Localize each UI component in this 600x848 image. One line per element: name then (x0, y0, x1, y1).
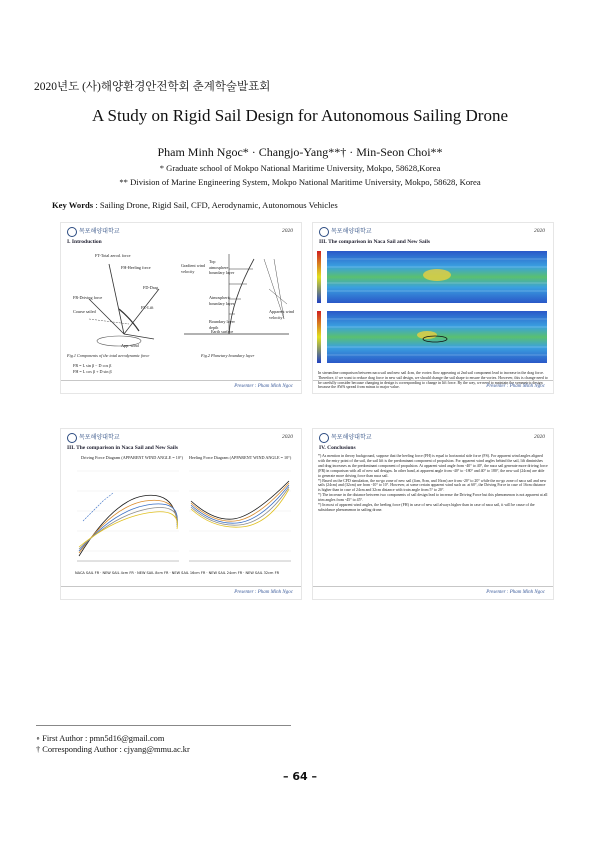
slide-heading: III. The comparison in Naca Sail and New Sails (319, 239, 430, 245)
force-label: App. wind (121, 343, 139, 348)
force-label: FR-Driving force (73, 295, 103, 300)
conclusion-paragraph: *) In most of apparent wind angles, the heeling force (FH) in case of new sail always higher than in case of naca sail, it will be cause of the subsidance phenomenon in sailing drone. (318, 503, 535, 512)
streamline-contour-plots (317, 247, 549, 369)
footnote-first-author: ∘ First Author : pmn5d16@gmail.com (36, 734, 165, 743)
university-emblem-icon (67, 227, 77, 237)
conclusions-text (318, 454, 548, 513)
legend-entry: NEW SAIL 16cm FR (171, 571, 206, 575)
legend-entry: NEW SAIL 32cm FR (245, 571, 280, 575)
layer-label: Earth surface (211, 329, 234, 334)
force-label: FD-Drag (143, 285, 159, 290)
force-label: Course sailed (73, 309, 96, 314)
slide-year: 2020 (282, 434, 293, 440)
force-label: FL-Lift (141, 305, 154, 310)
university-logo: 목포해양대학교 (319, 226, 372, 237)
layer-label: Atmospheric boundary layer (209, 295, 235, 306)
conclusion-paragraph: *) As mention in theory background, suppose that the heeling force (FH) is equal to horizontal side force (FS). For apparent wind angles aligned with the entry point of the sail, the sail lift is the predominant component of propulsion. For apparent wind angles behind the sail, lift diminishes and drag increases as the predominant component of propulsion. At apparent wind angle from -40° to 40°, the naca sail generate more driving force (FR) in comparison with all of new sail designs. In other hand, at apparent angle from -40° to -180° and 40° to 180°, the new sail (24cm) are able to generate more driving force than naca sail. (318, 454, 548, 478)
legend-entry: NEW SAIL 4cm FR (102, 571, 134, 575)
legend-entry: NEW SAIL 24cm FR (208, 571, 243, 575)
slide-heading: IV. Conclusions (319, 445, 356, 451)
slide-heading: I. Introduction (67, 239, 102, 245)
university-emblem-icon (67, 433, 77, 443)
keywords-text: : Sailing Drone, Rigid Sail, CFD, Aerodynamic, Autonomous Vehicles (95, 200, 338, 210)
keywords (52, 200, 338, 210)
paper-title: A Study on Rigid Sail Design for Autonomous Sailing Drone (91, 106, 509, 125)
keywords-label: Key Words (52, 200, 94, 210)
presenter-label: Presenter : Pham Minh Ngoc (486, 384, 545, 389)
conclusion-paragraph: *) The increase in the distance between two components of sail design lead to increase the Driving Force but this phenomenon is not apparent at all trim angles from -45° to 45°. (318, 493, 548, 503)
authors: Pham Minh Ngoc* · Changjo-Yang**† · Min-Seon Choi** (157, 145, 443, 159)
force-charts (73, 461, 295, 571)
slide-year: 2020 (282, 228, 293, 234)
presenter-label: Presenter : Pham Minh Ngoc (234, 590, 293, 595)
slide-year: 2020 (534, 434, 545, 440)
layer-label: Top atmosphere boundary layer (209, 259, 235, 275)
chart-title: Driving Force Diagram (APPARENT WIND ANGLE = 10°) (81, 455, 184, 460)
layer-label: Apparent wind velocity (269, 309, 295, 320)
equation: FH = L cos β + D sin β (73, 369, 112, 374)
conference-name: 2020년도 (사)해양환경안전학회 춘계학술발표회 (34, 81, 271, 93)
slide-text: In streamline comparison between naca sail and new sail 4cm, the vortex flow appearing at 2nd sail component lead to increase in the drag force. Therefore, if we want to reduce drag force in new sail design, we should change the sail shape to ensure the vortex. However, this is change need to be carefully consider because changing in design is corresponding to change in lift force. By the way, we need to maintain the symmetric design because the AWA spread from minus to major value. (318, 371, 548, 390)
university-logo: 목포해양대학교 (67, 432, 120, 443)
legend-entry: NEW SAIL 8cm FR (137, 571, 169, 575)
layer-label: Gradient wind velocity (181, 263, 206, 274)
layer-label: Boundary layer depth (209, 319, 235, 330)
figure-caption: Fig.2 Planetary boundary layer (201, 353, 255, 358)
university-emblem-icon (319, 433, 329, 443)
presenter-label: Presenter : Pham Minh Ngoc (234, 384, 293, 389)
university-emblem-icon (319, 227, 329, 237)
force-label: FH-Heeling force (121, 265, 151, 270)
slide-comparison-streamlines (312, 222, 554, 394)
legend-entry: NACA SAIL FR (75, 571, 100, 575)
footnote-corresponding-author: † Corresponding Author : cjyang@mmu.ac.kr (36, 745, 190, 754)
force-label: FT-Total aerod. force (95, 253, 131, 258)
footnote-divider (36, 725, 291, 726)
slide-conclusions (312, 428, 554, 600)
university-logo: 목포해양대학교 (319, 432, 372, 443)
conclusion-paragraph: *) Based on the CFD simulation, the no-go zone of new sail (4cm, 8cm, and 16cm) are from -20° to 20° while the no-go zone of naca sail and new sails (24cm) and (32cm) are from -10° to 10°. However, at some certain apparent wind such as: at 60°, the Driving Force in case of 16cm distance is higher than in case of 24cm and 32cm distance with train angle from 5° to 20°. (318, 478, 547, 493)
affiliation-2: ** Division of Marine Engineering System, Mokpo National Maritime University, Mokpo, 58628, Korea (119, 177, 481, 187)
slide-heading: III. The comparison in Naca Sail and New Sails (67, 445, 178, 451)
figure-caption: Fig.1 Components of the total aerodynamic force (67, 353, 150, 358)
equation: FR = L sin β − D cos β (73, 363, 112, 368)
presenter-label: Presenter : Pham Minh Ngoc (486, 590, 545, 595)
affiliation-1: * Graduate school of Mokpo National Maritime University, Mokpo, 58628,Korea (159, 163, 441, 173)
slide-introduction (60, 222, 302, 394)
university-logo: 목포해양대학교 (67, 226, 120, 237)
chart-title: Heeling Force Diagram (APPARENT WIND ANGLE = 10°) (189, 455, 292, 460)
slide-comparison-charts (60, 428, 302, 600)
chart-legend: NACA SAIL FR · NEW SAIL 4cm FR · NEW SAIL 8cm FR · NEW SAIL 16cm FR · NEW SAIL 24cm FR · NEW SAIL 32cm FR (75, 571, 280, 575)
slide-year: 2020 (534, 228, 545, 234)
page-number: – 64 – (283, 770, 317, 783)
